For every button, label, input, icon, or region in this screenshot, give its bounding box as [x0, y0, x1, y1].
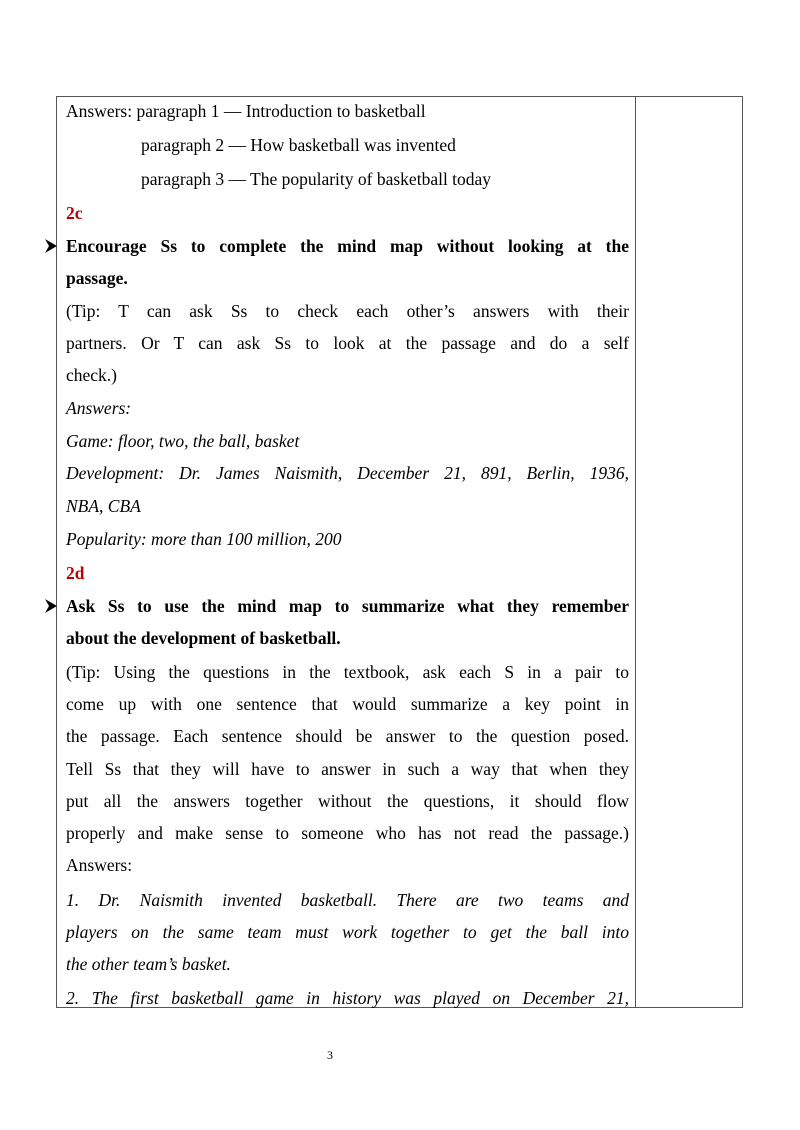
answers-para-2: paragraph 2 — How basketball was invented: [141, 135, 456, 155]
tip-2d-line4: Tell Ss that they will have to answer in such a way that when they: [66, 759, 629, 779]
lesson-table: [56, 96, 743, 1008]
answers-para-3: paragraph 3 — The popularity of basketball today: [141, 169, 492, 189]
arrowhead-bullet-icon: [43, 598, 59, 614]
instruction-2d-line1: Ask Ss to use the mind map to summarize what they remember: [66, 596, 629, 616]
tip-2d-line1: (Tip: Using the questions in the textbook, ask each S in a pair to: [66, 662, 629, 682]
answer-1-line3: the other team’s basket.: [66, 954, 231, 974]
answer-popularity: Popularity: more than 100 million, 200: [66, 529, 342, 549]
tip-2c-line3: check.): [66, 365, 118, 385]
answers-label-2d: Answers:: [66, 855, 133, 875]
section-heading-2c: 2c: [66, 203, 83, 223]
column-divider: [635, 97, 636, 1007]
tip-2d-line5: put all the answers together without the questions, it should flow: [66, 791, 629, 811]
answer-development-line2: NBA, CBA: [66, 496, 141, 516]
arrowhead-bullet-icon: [43, 238, 59, 254]
answers-label-2c: Answers:: [66, 398, 132, 418]
tip-2c-line1: (Tip: T can ask Ss to check each other’s answers with their: [66, 301, 629, 321]
instruction-2c-line2: passage.: [66, 268, 128, 288]
answer-1-line2: players on the same team must work together to get the ball into: [66, 922, 629, 942]
instruction-2c-line1: Encourage Ss to complete the mind map without looking at the: [66, 236, 629, 256]
answer-development-line1: Development: Dr. James Naismith, December 21, 891, Berlin, 1936,: [66, 463, 629, 483]
tip-2d-line6: properly and make sense to someone who has not read the passage.): [66, 823, 629, 843]
tip-2d-line3: the passage. Each sentence should be answer to the question posed.: [66, 726, 629, 746]
answer-2-line1: 2. The first basketball game in history was played on December 21,: [66, 988, 629, 1008]
answers-para-1: Answers: paragraph 1 — Introduction to basketball: [66, 101, 426, 121]
section-heading-2d: 2d: [66, 563, 85, 583]
answer-game: Game: floor, two, the ball, basket: [66, 431, 300, 451]
tip-2c-line2: partners. Or T can ask Ss to look at the passage and do a self: [66, 333, 629, 353]
answer-1-line1: 1. Dr. Naismith invented basketball. There are two teams and: [66, 890, 629, 910]
instruction-2d-line2: about the development of basketball.: [66, 628, 341, 648]
tip-2d-line2: come up with one sentence that would summarize a key point in: [66, 694, 629, 714]
page-number: 3: [327, 1048, 333, 1062]
